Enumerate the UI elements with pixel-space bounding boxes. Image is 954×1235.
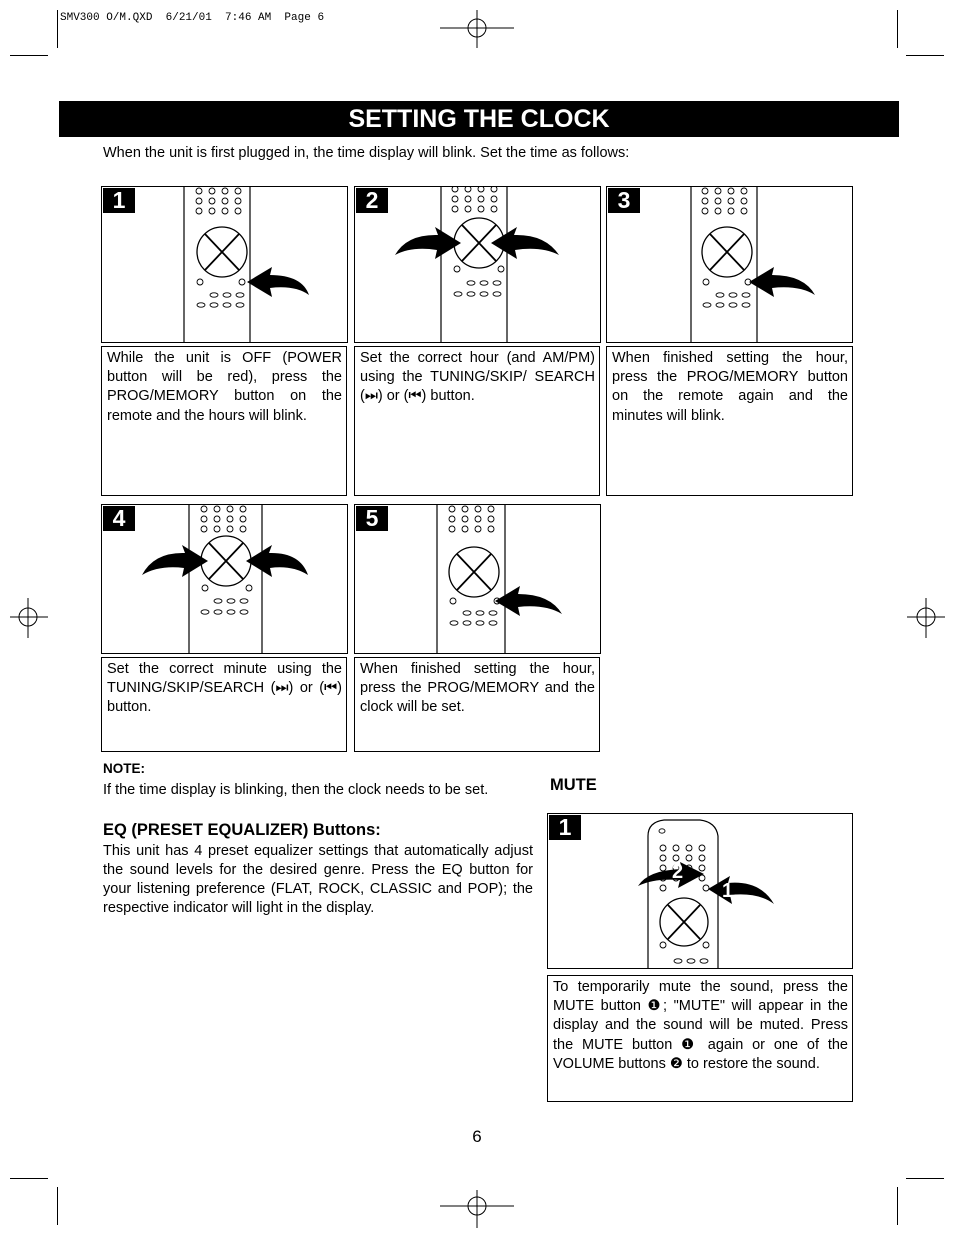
registration-mark-bottom: [440, 1190, 516, 1230]
step-1-illustration: [101, 186, 348, 343]
step-number: 5: [356, 506, 388, 531]
arrow-icon: [247, 267, 309, 297]
intro-text: When the unit is first plugged in, the time display will blink. Set the time as follows:: [103, 145, 630, 161]
eq-heading: EQ (PRESET EQUALIZER) Buttons:: [103, 821, 381, 839]
remote-control-icon: [102, 187, 347, 342]
remote-control-icon: [102, 505, 347, 653]
step-number: 1: [549, 815, 581, 840]
step-2-text: Set the correct hour (and AM/PM) using the TUNING/SKIP/ SEARCH (⏭) or (⏮) button.: [354, 346, 600, 496]
registration-mark-left: [8, 598, 50, 638]
step-4-illustration: [101, 504, 348, 654]
registration-mark-top: [440, 10, 516, 50]
arrow-left-icon: [142, 545, 208, 577]
step-number: 2: [356, 188, 388, 213]
note-text: If the time display is blinking, then the clock needs to be set.: [103, 782, 489, 798]
step-5-illustration: [354, 504, 601, 654]
mute-heading: MUTE: [550, 776, 597, 794]
step-number: 3: [608, 188, 640, 213]
page-number: 6: [472, 1127, 482, 1146]
step-2-illustration: [354, 186, 601, 343]
remote-control-icon: [548, 814, 852, 968]
step-3-text: When finished setting the hour, press the PROG/MEMORY button on the remote again and the minutes will blink.: [606, 346, 853, 496]
file-header: SMV300 O/M.QXD 6/21/01 7:46 AM Page 6: [60, 12, 325, 24]
eq-text: This unit has 4 preset equalizer settings that automatically adjust the sound levels for the desired genre. Press the EQ button for your listening preference (FLAT, ROCK, CLASSIC and POP); the respective indicator will light in the display.: [103, 843, 533, 916]
step-1-text: While the unit is OFF (POWER button will be red), press the PROG/MEMORY button on the remote and the hours will blink.: [101, 346, 347, 496]
registration-mark-right: [905, 598, 947, 638]
step-3-illustration: [606, 186, 853, 343]
step-5-text: When finished setting the hour, press the PROG/MEMORY and the clock will be set.: [354, 657, 600, 752]
note-heading: NOTE:: [103, 761, 145, 776]
step-4-text: Set the correct minute using the TUNING/SKIP/SEARCH (⏭) or (⏮) button.: [101, 657, 347, 752]
mute-text: To temporarily mute the sound, press the MUTE button ❶; "MUTE" will appear in the display and the sound will be muted. Press the MUTE button ❶ again or one of the VOLUME buttons ❷ to restore the sound.: [547, 975, 853, 1102]
arrow-icon: [749, 267, 815, 297]
arrow-right-icon: [246, 545, 308, 577]
arrow-left-icon: [395, 227, 461, 259]
remote-control-icon: [355, 187, 600, 342]
remote-control-icon: [607, 187, 852, 342]
step-number: 4: [103, 506, 135, 531]
callout-2: 2: [672, 861, 684, 883]
callout-1: 1: [722, 880, 734, 902]
mute-illustration: [547, 813, 853, 969]
remote-control-icon: [355, 505, 600, 653]
step-number: 1: [103, 188, 135, 213]
page-title: SETTING THE CLOCK: [59, 101, 899, 137]
